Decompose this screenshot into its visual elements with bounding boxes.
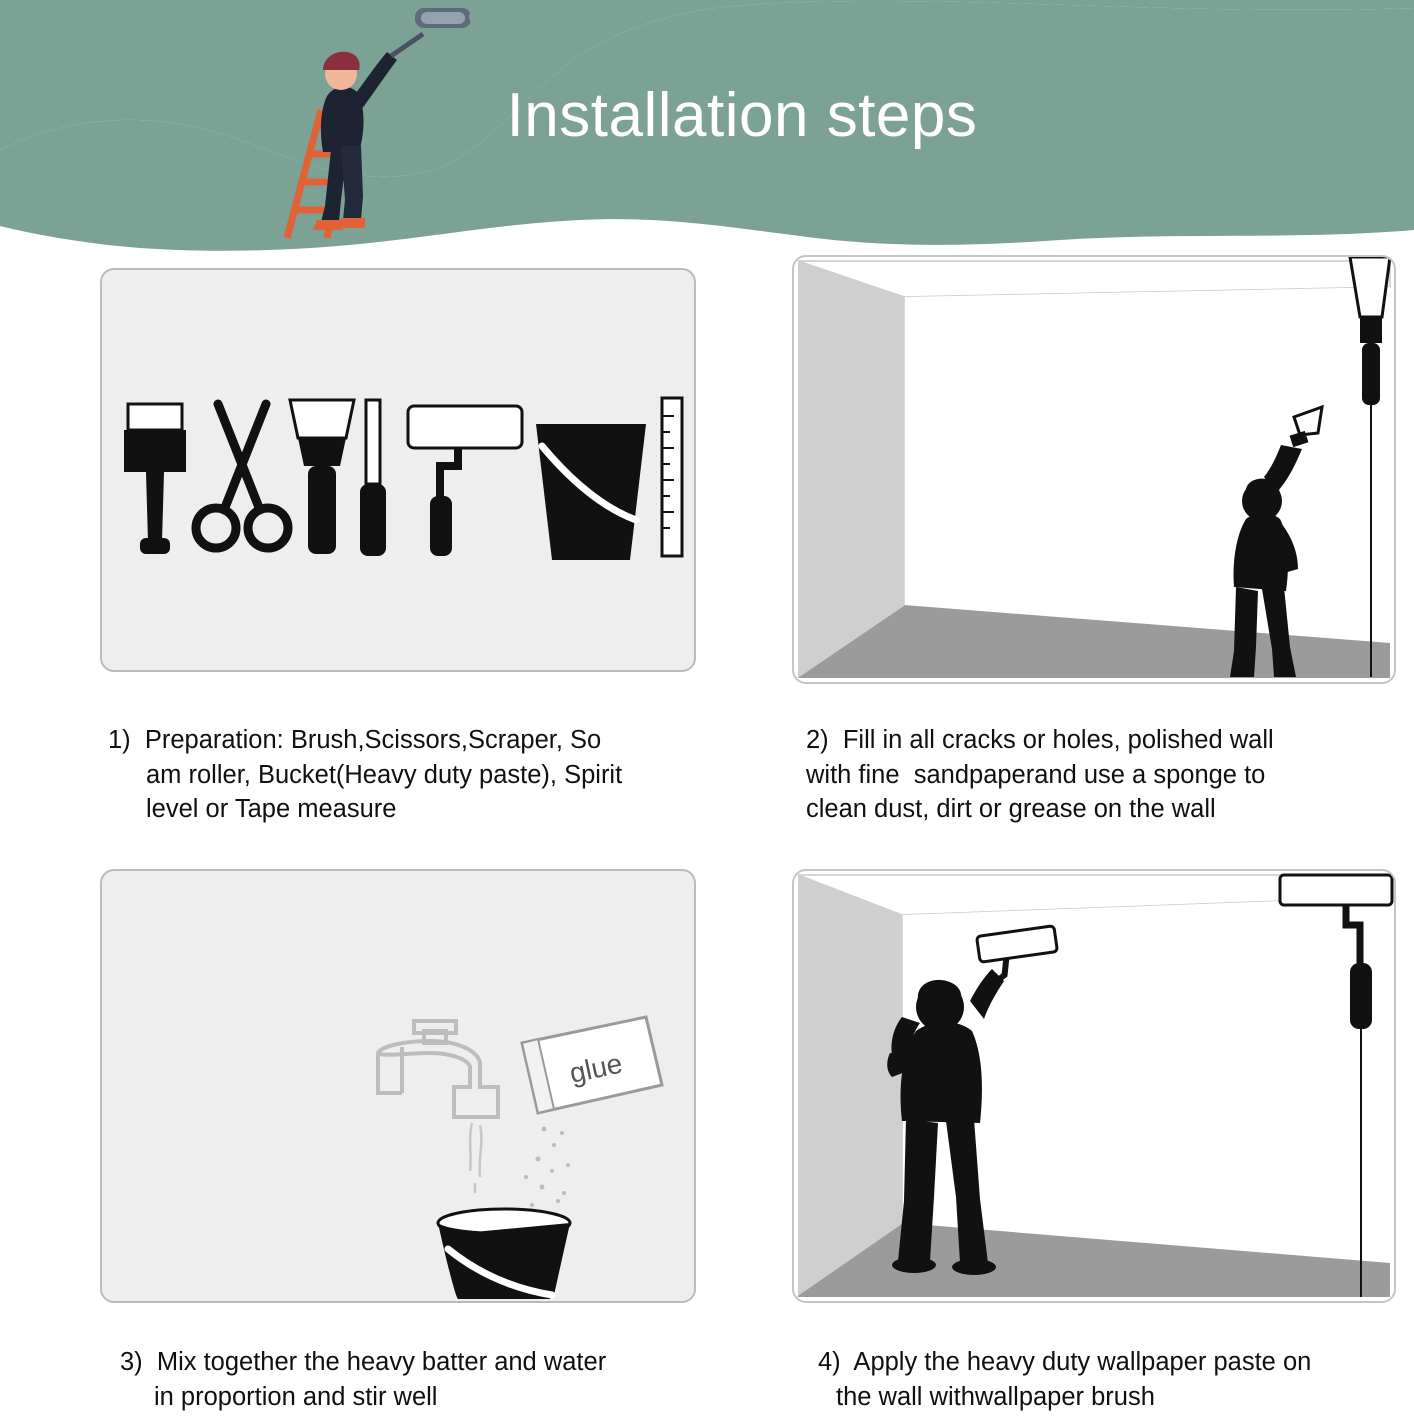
painter-on-ladder-illustration — [255, 0, 485, 240]
scissors-icon — [196, 404, 288, 548]
room-with-person-rolling-paste-illustration — [794, 871, 1394, 1301]
paint-roller-icon — [408, 406, 522, 556]
panel-step-1 — [100, 268, 696, 672]
water-stream — [470, 1123, 481, 1193]
caption-line: am roller, Bucket(Heavy duty paste), Spirit — [146, 760, 623, 789]
caption-line: clean dust, dirt or grease on the wall — [806, 795, 1216, 824]
faucet-icon — [378, 1021, 498, 1117]
caption-line: 2) Fill in all cracks or holes, polished wall — [806, 726, 1274, 754]
glue-packet — [522, 1017, 662, 1113]
powder-particles — [524, 1127, 570, 1220]
bucket-icon — [438, 1209, 570, 1299]
scraper-icon — [290, 400, 354, 554]
bucket-icon — [536, 424, 646, 560]
spirit-level-icon — [662, 398, 682, 556]
panel-step-3 — [100, 869, 696, 1303]
caption-step-2 — [806, 723, 1406, 827]
brush-icon — [124, 404, 186, 554]
faucet-glue-packet-bucket-illustration — [102, 871, 694, 1301]
caption-line: the wall withwallpaper brush — [836, 1382, 1155, 1411]
room-with-person-scraping-wall-illustration — [794, 257, 1394, 682]
caption-line: 1) Preparation: Brush,Scissors,Scraper, So — [108, 726, 602, 754]
glue-packet-label: glue — [566, 1047, 626, 1089]
utility-knife-icon — [360, 400, 386, 556]
caption-line: with fine sandpaperand use a sponge to — [806, 760, 1266, 789]
caption-line: 4) Apply the heavy duty wallpaper paste on — [818, 1348, 1312, 1376]
page-header — [0, 0, 1414, 262]
tools-row-illustration — [102, 270, 694, 670]
caption-line: 3) Mix together the heavy batter and water — [120, 1348, 607, 1376]
caption-line: in proportion and stir well — [154, 1382, 438, 1411]
caption-step-3 — [120, 1345, 700, 1414]
caption-line: level or Tape measure — [146, 795, 397, 824]
page-title: Installation steps — [506, 81, 978, 150]
panel-step-4 — [792, 869, 1396, 1303]
caption-step-1 — [108, 723, 698, 827]
panel-step-2 — [792, 255, 1396, 684]
caption-step-4 — [818, 1345, 1414, 1414]
